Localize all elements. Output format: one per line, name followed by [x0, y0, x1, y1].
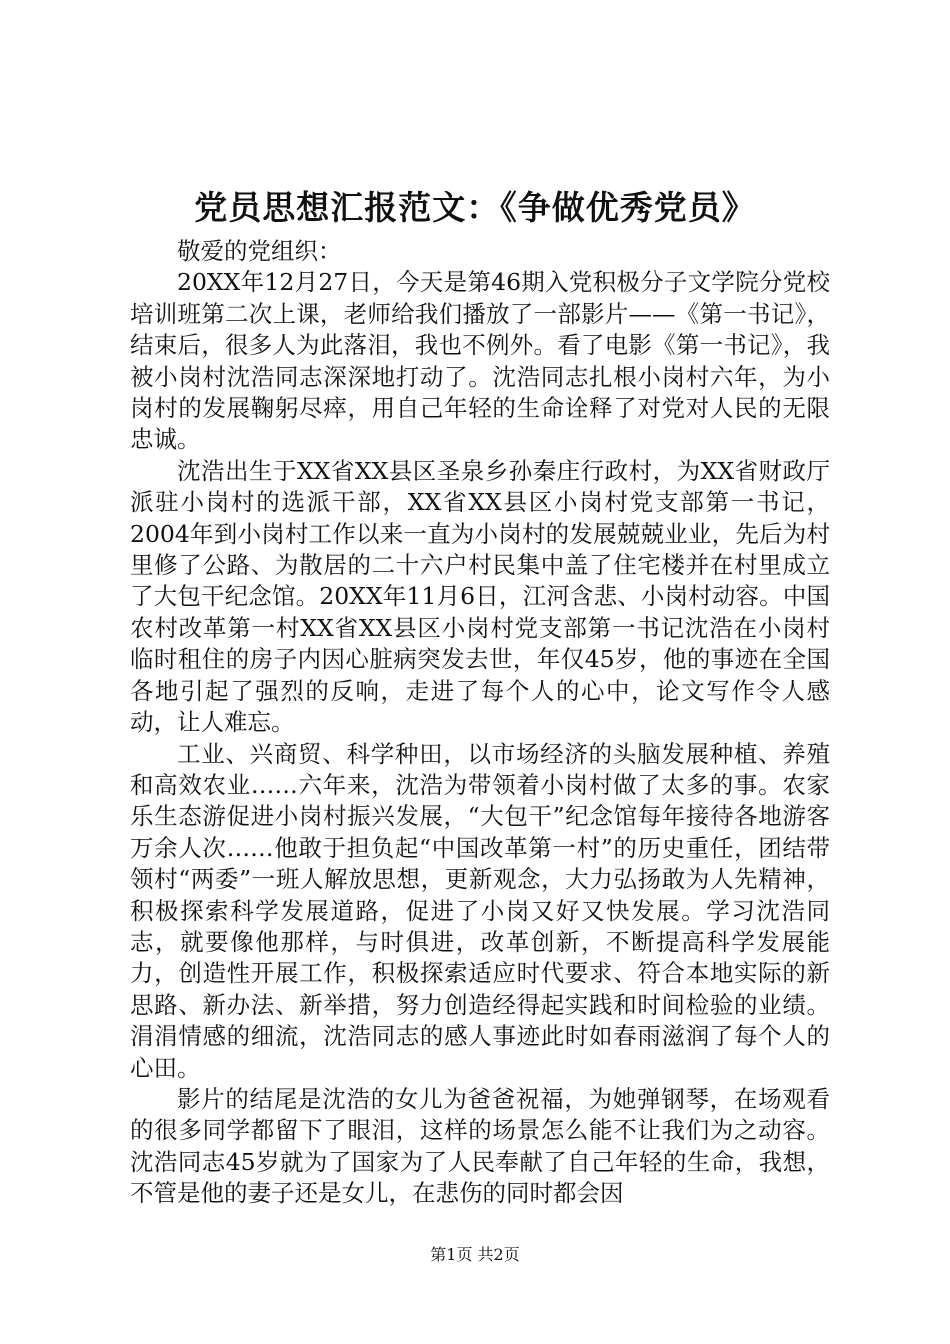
- document-body: [130, 236, 830, 1210]
- paragraph-4: 影片的结尾是沈浩的女儿为爸爸祝福，为她弹钢琴，在场观看的很多同学都留下了眼泪，这样的场景怎么能不让我们为之动容。沈浩同志45岁就为了国家为了人民奉献了自己年轻的生命，我想，不管是他的妻子还是女儿，在悲伤的同时都会因: [130, 1084, 830, 1208]
- document-title: 党员思想汇报范文：《争做优秀党员》: [194, 188, 756, 227]
- paragraph-3: 工业、兴商贸、科学种田，以市场经济的头脑发展种植、养殖和高效农业……六年来，沈浩为带领着小岗村做了太多的事。农家乐生态游促进小岗村振兴发展，“大包干”纪念馆每年接待各地游客万余人次……他敢于担负起“中国改革第一村”的历史重任，团结带领村“两委”一班人解放思想，更新观念，大力弘扬敢为人先精神，积极探索科学发展道路，促进了小岗又好又快发展。学习沈浩同志，就要像他那样，与时俱进，改革创新，不断提高科学发展能力，创造性开展工作，积极探索适应时代要求、符合本地实际的新思路、新办法、新举措，努力创造经得起实践和时间检验的业绩。涓涓情感的细流，沈浩同志的感人事迹此时如春雨滋润了每个人的心田。: [130, 739, 830, 1082]
- paragraph-1: 20XX年12月27日，今天是第46期入党积极分子文学院分党校培训班第二次上课，老师给我们播放了一部影片——《第一书记》，结束后，很多人为此落泪，我也不例外。看了电影《第一书记》，我被小岗村沈浩同志深深地打动了。沈浩同志扎根小岗村六年，为小岗村的发展鞠躬尽瘁，用自己年轻的生命诠释了对党对人民的无限忠诚。: [130, 268, 830, 454]
- salutation: 敬爱的党组织：: [177, 237, 342, 265]
- page-footer: 第1页 共2页: [430, 1245, 520, 1264]
- paragraph-2: 沈浩出生于XX省XX县区圣泉乡孙秦庄行政村，为XX省财政厅派驻小岗村的选派干部，XX省XX县区小岗村党支部第一书记，2004年到小岗村工作以来一直为小岗村的发展兢兢业业，先后为村里修了公路、为散居的二十六户村民集中盖了住宅楼并在村里成立了大包干纪念馆。20XX年11月6日，江河含悲、小岗村动容。中国农村改革第一村XX省XX县区小岗村党支部第一书记沈浩在小岗村临时租住的房子内因心脏病突发去世，年仅45岁，他的事迹在全国各地引起了强烈的反响，走进了每个人的心中，论文写作令人感动，让人难忘。: [130, 456, 830, 737]
